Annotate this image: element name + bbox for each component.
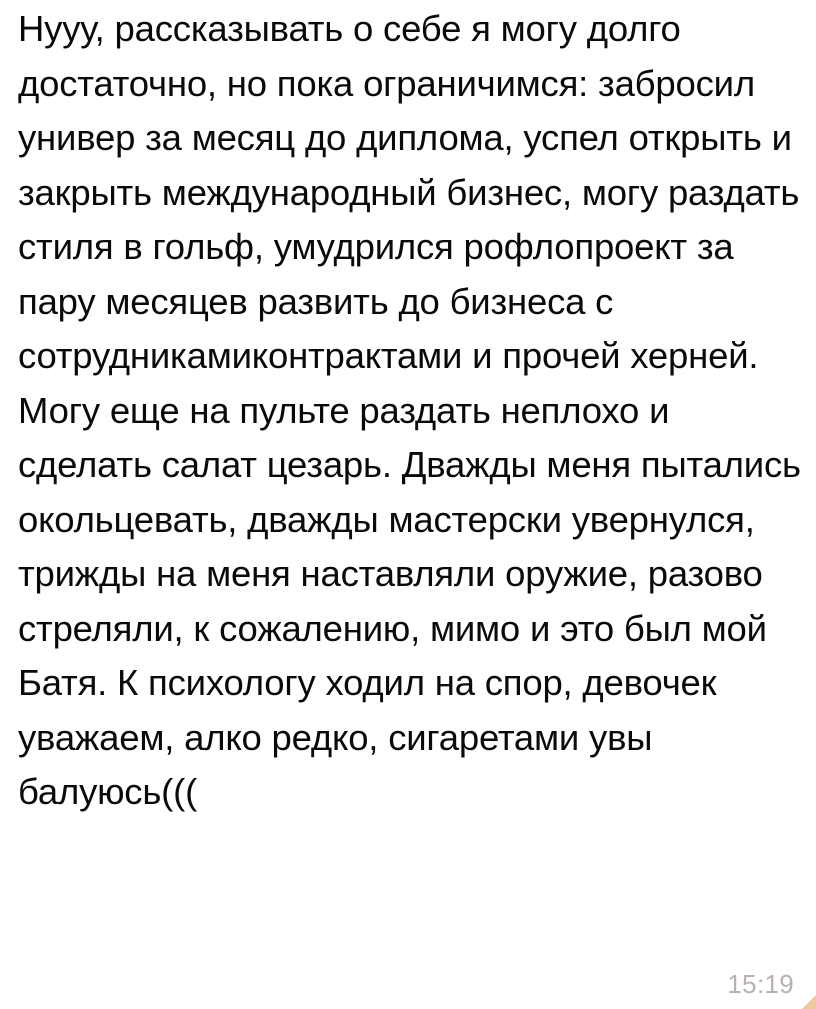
message-meta [727,969,794,999]
bubble-tail-icon [802,995,816,1009]
message-body-text: Нууу, рассказывать о себе я могу долго достаточно, но пока ограничимся: забросил универ за месяц до диплома, успел открыть и закрыть международный бизнес, могу раздать стиля в гольф, умудрился рофлопроект за пару месяцев развить до бизнеса с сотрудникамиконтрактами и прочей херней. Могу еще на пульте раздать неплохо и сделать салат цезарь. Дважды меня пытались окольцевать, дважды мастерски увернулся, трижды на меня наставляли оружие, разово стреляли, к сожалению, мимо и это был мой Батя. К психологу ходил на спор, девочек уважаем, алко редко, сигаретами увы балуюсь((( [18,8,811,812]
message-timestamp: 15:19 [727,969,794,999]
